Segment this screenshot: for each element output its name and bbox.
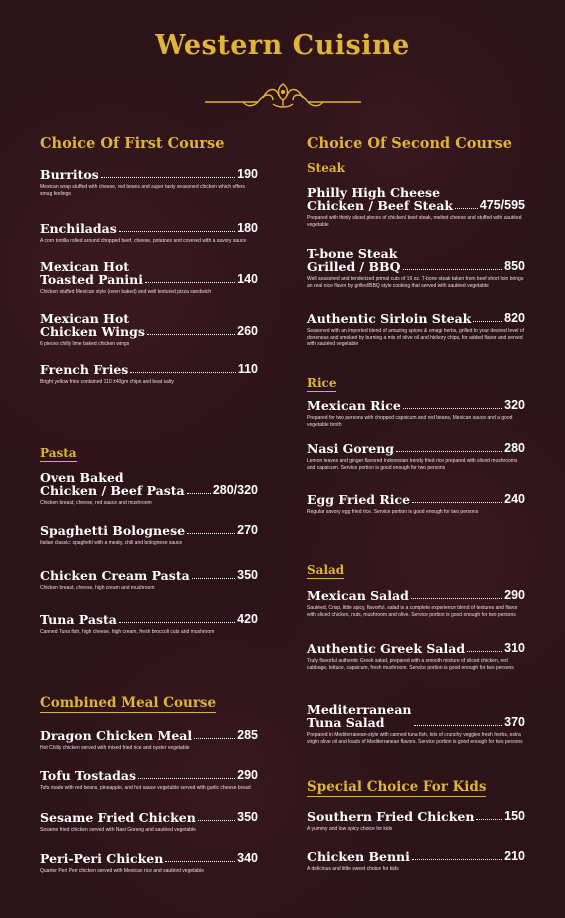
item-price: 270: [237, 523, 258, 537]
dot-leader: [130, 372, 236, 373]
item-price: 290: [237, 768, 258, 782]
dot-leader: [473, 321, 502, 322]
item-description: Regular savory egg fried rice. Service portion is good enough for two persons: [307, 509, 479, 515]
menu-item: [40, 524, 258, 547]
item-name: French Fries: [40, 362, 129, 377]
item-name: Authentic Greek Salad: [307, 641, 466, 656]
menu-item: [40, 811, 258, 834]
dot-leader: [455, 208, 478, 209]
dot-leader: [119, 622, 235, 623]
combined-meal-heading: Combined Meal Course: [40, 695, 217, 711]
item-price: 475/595: [479, 198, 525, 212]
menu-item: [40, 260, 258, 296]
menu-item: [307, 850, 525, 873]
pasta-heading: Pasta: [40, 446, 77, 460]
item-price: 280/320: [212, 483, 258, 497]
item-price: 820: [504, 311, 525, 325]
menu-item: [40, 729, 258, 752]
item-description: Quarter Peri Peri chicken served with Mexican rice and sautéed vegetable: [40, 868, 204, 874]
item-price: 340: [237, 851, 258, 865]
item-name: Oven Baked Chicken / Beef Pasta: [40, 470, 185, 498]
item-price: 180: [237, 221, 258, 235]
menu-item: [40, 569, 258, 592]
item-description: Mexican wrap stuffed with cheese, red beans and super tasty seasoned chicken which offers smug feelings: [40, 184, 245, 197]
item-name: Tofu Tostadas: [40, 768, 137, 783]
item-description: Tofu made with red beans, pineapple, and hot sauce vegetable served with garlic cheese bread: [40, 785, 251, 791]
item-price: 190: [237, 167, 258, 181]
menu-item: [307, 442, 525, 471]
item-price: 140: [237, 272, 258, 286]
item-description: Lemon leaves and ginger flavored Indonesian trendy fried rice prepared with sliced mushrooms and capsicum. Service portion is good enough for two persons: [307, 458, 518, 471]
steak-heading: Steak: [307, 161, 345, 175]
item-description: Sautéed, Crisp, little spicy, flavorful, salad is a complete experience blend of textures and flavor with sliced chicken, nuts, mushroom and olive. Service portion is good enough for two persons: [307, 605, 518, 618]
item-name: Spaghetti Bolognese: [40, 523, 186, 538]
dot-leader: [396, 451, 502, 452]
menu-item: [40, 168, 258, 197]
menu-item: [307, 642, 525, 671]
item-description: Sesame fried chicken served with Nasi Goreng and sautéed vegetable: [40, 827, 196, 833]
item-description: Hot Chilly chicken served with mixed fried rice and oyster vegetable: [40, 745, 190, 751]
menu-item: [307, 399, 525, 428]
item-description: Well seasoned and tenderized primal cuts of 16 oz. T-bone steak taken from beef short loin brings an real nice flavor by grilled/BBQ style cooking that served with sautéed vegetable: [307, 276, 524, 289]
item-name: Mexican Hot Chicken Wings: [40, 311, 145, 339]
item-price: 260: [237, 324, 258, 338]
item-price: 210: [504, 849, 525, 863]
item-price: 850: [504, 259, 525, 273]
item-name: Philly High Cheese Chicken / Beef Steak: [307, 185, 454, 213]
dot-leader: [403, 408, 502, 409]
item-price: 290: [504, 588, 525, 602]
item-price: 370: [504, 715, 525, 729]
dot-leader: [414, 725, 503, 726]
item-description: Truly flavorful authentic Greek salad, prepared with a smooth mixture of sliced chicken, red cabbage, lettuce, capsicum, fresh mushroom. Service portion is good enough for two persons: [307, 658, 514, 671]
item-name: Chicken Cream Pasta: [40, 568, 190, 583]
menu-item: [307, 810, 525, 833]
item-name: Burritos: [40, 167, 99, 182]
item-description: Chicken stuffed Mexican style (oven baked) and well textured pizza sandwich: [40, 289, 212, 295]
first-course-heading: Choice Of First Course: [40, 135, 225, 152]
menu-item: [307, 312, 525, 348]
menu-item: [307, 703, 525, 745]
dot-leader: [101, 177, 235, 178]
ornate-divider-icon: [203, 80, 363, 110]
item-name: Chicken Benni: [307, 849, 410, 864]
item-name: Sesame Fried Chicken: [40, 810, 196, 825]
menu-item: [307, 247, 525, 289]
second-course-heading: Choice Of Second Course: [307, 135, 512, 152]
item-description: Chicken breast, cheese, high cream and mushroom: [40, 585, 155, 591]
item-description: Bright yellow fries contained 110 ±40gm chips and beat salty: [40, 379, 174, 385]
item-price: 280: [504, 441, 525, 455]
item-description: A delicious and little sweet choice for kids: [307, 866, 399, 872]
menu-item: [307, 493, 525, 516]
item-price: 240: [504, 492, 525, 506]
item-name: Mexican Salad: [307, 588, 409, 603]
dot-leader: [198, 820, 235, 821]
item-name: Mexican Rice: [307, 398, 401, 413]
item-price: 110: [237, 362, 258, 376]
item-description: A corn tortilla rolled around chopped beef, cheese, potatoes and covered with a savory sauce: [40, 238, 247, 244]
item-price: 285: [237, 728, 258, 742]
dot-leader: [145, 282, 235, 283]
menu-item: [307, 589, 525, 618]
item-description: Prepared in Mediterranean-style with canned tuna fish, lots of crunchy veggies fresh herbs, extra virgin olive oil and loads of Mediterranean flavors. Service portion is good enough for two persons: [307, 732, 523, 745]
dot-leader: [412, 859, 502, 860]
dot-leader: [476, 819, 502, 820]
item-price: 350: [237, 810, 258, 824]
item-price: 320: [504, 398, 525, 412]
item-price: 150: [504, 809, 525, 823]
item-name: Peri-Peri Chicken: [40, 851, 164, 866]
rice-heading: Rice: [307, 376, 337, 390]
item-description: Italian classic: spaghetti with a meaty, chili and bolognese sauce: [40, 540, 183, 546]
menu-item: [40, 312, 258, 348]
dot-leader: [411, 598, 502, 599]
menu-item: [40, 363, 258, 386]
dot-leader: [194, 738, 235, 739]
menu-title: Western Cuisine: [155, 30, 410, 61]
item-name: Tuna Pasta: [40, 612, 117, 627]
dot-leader: [192, 578, 235, 579]
dot-leader: [187, 533, 235, 534]
item-description: Prepared for two persons with chopped capsicum and red beans, Mexican sauce and a good vegetable broth: [307, 415, 513, 428]
dot-leader: [165, 861, 235, 862]
item-name: Mediterranean Tuna Salad: [307, 702, 412, 730]
dot-leader: [412, 502, 502, 503]
item-description: A yummy and low spicy choice for kids: [307, 826, 393, 832]
menu-item: [40, 769, 258, 792]
menu-item: [40, 471, 258, 507]
item-price: 350: [237, 568, 258, 582]
item-name: Authentic Sirloin Steak: [307, 311, 472, 326]
item-name: Dragon Chicken Meal: [40, 728, 193, 743]
menu-item: [307, 186, 525, 228]
item-name: T-bone Steak Grilled / BBQ: [307, 246, 401, 274]
item-name: Egg Fried Rice: [307, 492, 411, 507]
salad-heading: Salad: [307, 563, 345, 577]
menu-item: [40, 852, 258, 875]
item-name: Mexican Hot Toasted Panini: [40, 259, 143, 287]
dot-leader: [187, 493, 211, 494]
dot-leader: [467, 651, 502, 652]
dot-leader: [403, 269, 503, 270]
menu-item: [40, 222, 258, 245]
item-name: Southern Fried Chicken: [307, 809, 475, 824]
menu-item: [40, 613, 258, 636]
item-description: Canned Tuna fish, high cheese, high cream, fresh broccoli cuts and mushroom: [40, 629, 215, 635]
item-description: Prepared with thinly sliced pieces of chicken/ beef steak, melted cheese and stuffed with sautéed vegetable: [307, 215, 522, 228]
dot-leader: [119, 231, 235, 232]
item-price: 420: [237, 612, 258, 626]
kids-heading: Special Choice For Kids: [307, 779, 487, 795]
item-name: Nasi Goreng: [307, 441, 395, 456]
item-name: Enchiladas: [40, 221, 117, 236]
item-description: Chicken breast, cheese, red sauce and mushroom: [40, 500, 152, 506]
dot-leader: [138, 778, 235, 779]
dot-leader: [147, 334, 235, 335]
item-description: Seasoned with an imported blend of amazing spices & omagi herbs, grilled to your desired level of doneness and smoked by burning a mix of olive oil and hickory chips, for added flavor and served with sautéed vegetable: [307, 328, 525, 347]
item-description: 6 pieces chilly lime baked chicken wings: [40, 341, 130, 347]
item-price: 310: [504, 641, 525, 655]
